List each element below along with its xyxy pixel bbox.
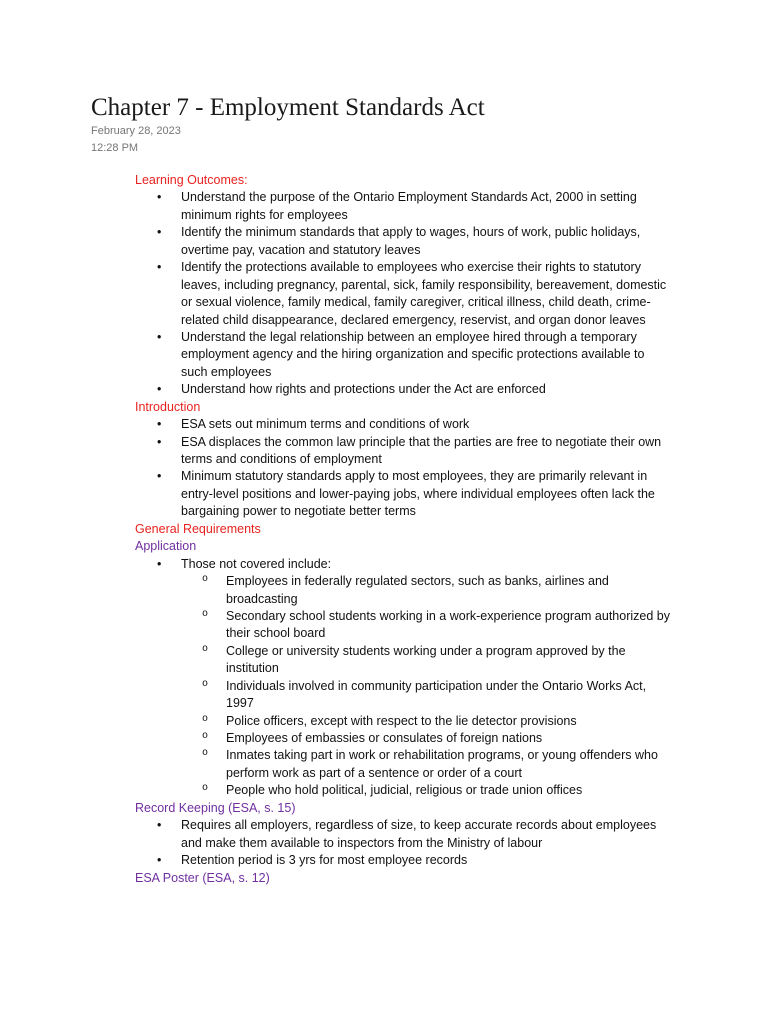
list-item-line <box>0 329 768 346</box>
list-item-text: People who hold political, judicial, religious or trade union offices <box>226 783 583 798</box>
list-item <box>0 852 768 869</box>
bullet-marker: • <box>157 190 162 205</box>
list-item-line <box>0 224 768 241</box>
list-item-text: such employees <box>181 364 272 379</box>
sub-list-item <box>0 730 768 747</box>
sub-list-item <box>0 747 768 782</box>
section-heading: Introduction <box>135 399 201 414</box>
section-heading: Record Keeping (ESA, s. 15) <box>135 800 296 815</box>
list-item-line <box>0 451 768 468</box>
list-item <box>0 224 768 259</box>
section-heading: Learning Outcomes: <box>135 173 248 187</box>
list-item-line <box>0 643 768 660</box>
list-item-line <box>0 573 768 590</box>
list-item-text: 1997 <box>226 696 254 711</box>
list-item <box>0 189 768 224</box>
bullet-marker: • <box>157 853 162 868</box>
list-item-text: Identify the minimum standards that apply to wages, hours of work, public holidays, <box>181 225 641 240</box>
list-item-line <box>0 381 768 398</box>
bullet-marker: • <box>157 469 162 484</box>
list-item-text: employment agency and the hiring organization and specific protections available to <box>181 347 645 362</box>
list-item-text: Understand how rights and protections under the Act are enforced <box>181 382 546 397</box>
page-title: Chapter 7 - Employment Standards Act <box>91 94 485 121</box>
bullet-marker: • <box>157 260 162 275</box>
sub-bullet-marker: o <box>202 678 209 690</box>
sub-list-item <box>0 678 768 713</box>
bullet-marker: • <box>157 556 162 571</box>
list-item-line <box>0 591 768 608</box>
list-item-line <box>0 556 768 573</box>
sub-bullet-marker: o <box>202 713 209 725</box>
list-item-text: Requires all employers, regardless of size, to keep accurate records about employees <box>181 818 657 833</box>
list-item-text: Retention period is 3 yrs for most employee records <box>181 853 468 868</box>
note-section <box>0 521 768 538</box>
list-item-text: minimum rights for employees <box>181 207 348 222</box>
list-item-line <box>0 434 768 451</box>
list-item-line <box>0 242 768 259</box>
bullet-marker: • <box>157 417 162 432</box>
list-item-line <box>0 189 768 206</box>
list-item <box>0 468 768 520</box>
note-body <box>0 172 768 887</box>
bullet-marker: • <box>157 818 162 833</box>
list-item-text: Those not covered include: <box>181 556 332 571</box>
list-item-line <box>0 416 768 433</box>
section-heading: Application <box>135 539 197 554</box>
list-item-text: ESA displaces the common law principle that the parties are free to negotiate their own <box>181 434 662 449</box>
note-section <box>0 172 768 399</box>
list-item <box>0 259 768 329</box>
list-item-text: their school board <box>226 626 326 641</box>
list-item-text: broadcasting <box>226 591 298 606</box>
page-time: 12:28 PM <box>91 142 139 154</box>
list-item <box>0 556 768 800</box>
list-item-text: related child disappearance, declared emergency, reservist, and organ donor leaves <box>181 312 646 327</box>
sub-bullet-marker: o <box>202 643 209 655</box>
list-item-text: Understand the legal relationship between an employee hired through a temporary <box>181 329 637 344</box>
list-item-text: Police officers, except with respect to the lie detector provisions <box>226 713 577 728</box>
list-item-text: Identify the protections available to employees who exercise their rights to statutory <box>181 260 641 275</box>
list-item-line <box>0 294 768 311</box>
list-item-line <box>0 259 768 276</box>
list-item-text: leaves, including pregnancy, parental, sick, family responsibility, bereavement, domestic <box>181 277 667 292</box>
list-item-line <box>0 730 768 747</box>
list-item-text: Minimum statutory standards apply to most employees, they are primarily relevant in <box>181 469 648 484</box>
list-item-line <box>0 660 768 677</box>
list-item-line <box>0 468 768 485</box>
page-date: February 28, 2023 <box>91 125 181 137</box>
list-item-line <box>0 625 768 642</box>
sub-list-item <box>0 643 768 678</box>
list-item-text: overtime pay, vacation and statutory leaves <box>181 242 421 257</box>
sub-bullet-marker: o <box>202 783 209 795</box>
section-heading: General Requirements <box>135 521 261 536</box>
list-item-text: Understand the purpose of the Ontario Employment Standards Act, 2000 in setting <box>181 190 637 205</box>
list-item-line <box>0 747 768 764</box>
sub-bullet-marker: o <box>202 731 209 742</box>
list-item-text: College or university students working under a program approved by the <box>226 643 626 658</box>
sub-list-item <box>0 573 768 608</box>
list-item-line <box>0 713 768 730</box>
list-item-text: perform work as part of a sentence or order of a court <box>226 765 522 780</box>
list-item-line <box>0 277 768 294</box>
list-item-text: Employees of embassies or consulates of foreign nations <box>226 731 543 745</box>
list-item <box>0 434 768 469</box>
bullet-marker: • <box>157 382 162 397</box>
list-item-text: Inmates taking part in work or rehabilitation programs, or young offenders who <box>226 748 658 763</box>
list-item-line <box>0 503 768 520</box>
sub-bullet-marker: o <box>202 608 209 620</box>
list-item-line <box>0 817 768 834</box>
list-item-text: Employees in federally regulated sectors, such as banks, airlines and <box>226 574 609 589</box>
sub-bullet-marker: o <box>202 748 209 760</box>
list-item-text: and make them available to inspectors from the Ministry of labour <box>181 835 543 850</box>
list-item <box>0 381 768 398</box>
list-item-text: terms and conditions of employment <box>181 452 382 466</box>
list-item-text: ESA sets out minimum terms and conditions of work <box>181 417 470 432</box>
list-item-line <box>0 678 768 695</box>
bullet-marker: • <box>157 434 162 449</box>
list-item <box>0 416 768 433</box>
list-item-line <box>0 695 768 712</box>
list-item <box>0 817 768 852</box>
list-item-line <box>0 852 768 869</box>
bullet-marker: • <box>157 225 162 240</box>
list-item-line <box>0 364 768 381</box>
note-section <box>0 538 768 800</box>
list-item-text: Individuals involved in community participation under the Ontario Works Act, <box>226 678 647 693</box>
list-item-line <box>0 782 768 799</box>
sub-list-item <box>0 782 768 799</box>
list-item-text: or sexual violence, family medical, family caregiver, critical illness, child death, crime- <box>181 295 651 310</box>
list-item-text: entry-level positions and lower-paying jobs, where individual employees often lack the <box>181 486 655 501</box>
bullet-marker: • <box>157 329 162 344</box>
list-item-line <box>0 346 768 363</box>
sub-list-item <box>0 713 768 730</box>
sub-bullet-marker: o <box>202 574 209 586</box>
note-section <box>0 800 768 870</box>
list-item-text: bargaining power to negotiate better terms <box>181 504 416 519</box>
list-item-text: institution <box>226 661 279 676</box>
list-item-text: Secondary school students working in a work-experience program authorized by <box>226 608 670 623</box>
list-item <box>0 329 768 381</box>
list-item-line <box>0 835 768 852</box>
list-item-line <box>0 765 768 782</box>
section-heading: ESA Poster (ESA, s. 12) <box>135 870 270 885</box>
list-item-line <box>0 312 768 329</box>
list-item-line <box>0 207 768 224</box>
note-section <box>0 399 768 521</box>
list-item-line <box>0 608 768 625</box>
note-section <box>0 870 768 887</box>
list-item-line <box>0 486 768 503</box>
sub-list-item <box>0 608 768 643</box>
